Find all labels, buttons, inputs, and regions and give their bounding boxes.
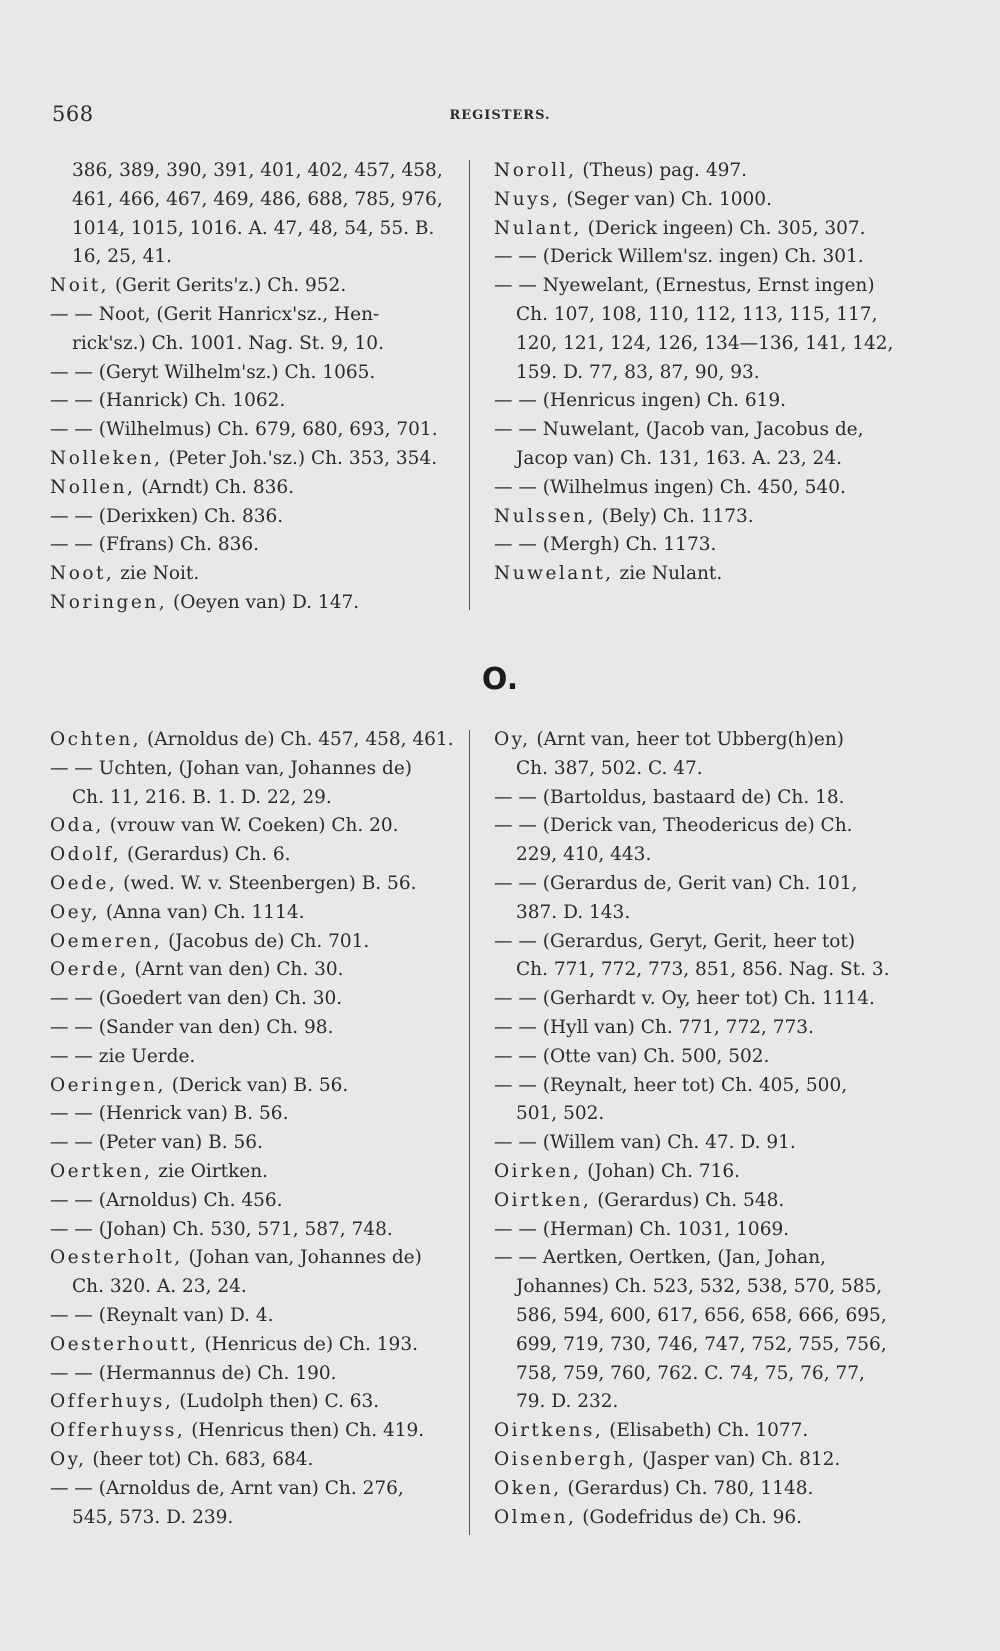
index-line [50, 812, 460, 841]
index-text: (Henricus de) Ch. 193. [198, 1333, 418, 1355]
index-line [494, 1388, 914, 1417]
index-line [494, 157, 914, 186]
index-line [494, 812, 914, 841]
index-line [494, 1043, 914, 1072]
index-text: 461, 466, 467, 469, 486, 688, 785, 976, [72, 188, 443, 210]
index-column-top-left [50, 157, 460, 618]
index-text: (Peter Joh.'sz.) Ch. 353, 354. [162, 447, 438, 469]
index-text: — — (Gerhardt v. Oy, heer tot) Ch. 1114. [494, 988, 875, 1010]
index-text: rick'sz.) Ch. 1001. Nag. St. 9, 10. [72, 332, 384, 354]
index-text: (Arnoldus de) Ch. 457, 458, 461. [141, 729, 454, 750]
index-line [494, 1331, 914, 1360]
index-line [50, 387, 460, 416]
index-column-bottom-right [494, 726, 914, 1532]
index-text: — — (Reynalt van) D. 4. [50, 1304, 274, 1326]
index-line [50, 359, 460, 388]
index-line [50, 956, 460, 985]
index-line [50, 1158, 460, 1187]
index-line [50, 1331, 460, 1360]
index-text: Ch. 11, 216. B. 1. D. 22, 29. [72, 786, 332, 808]
index-line [50, 1475, 460, 1504]
index-text: 120, 121, 124, 126, 134—136, 141, 142, [516, 332, 894, 354]
index-text: (Oeyen van) D. 147. [167, 591, 360, 613]
index-line [50, 1446, 460, 1475]
index-text: (Theus) pag. 497. [576, 160, 748, 181]
index-text: — — (Gerardus de, Gerit van) Ch. 101, [494, 872, 858, 894]
index-line [494, 1273, 914, 1302]
index-line [494, 560, 914, 589]
index-line [50, 1302, 460, 1331]
index-line [50, 1504, 460, 1533]
index-line [494, 956, 914, 985]
index-text: — — (Otte van) Ch. 500, 502. [494, 1045, 770, 1067]
index-line [50, 1244, 460, 1273]
index-line [50, 1187, 460, 1216]
index-text: — — (Johan) Ch. 530, 571, 587, 748. [50, 1218, 393, 1240]
index-text: (Gerit Gerits'z.) Ch. 952. [109, 275, 347, 297]
index-text: (Godefridus de) Ch. 96. [576, 1506, 803, 1528]
index-text: — — (Derixken) Ch. 836. [50, 505, 284, 527]
index-text: (Derick ingeen) Ch. 305, 307. [581, 217, 866, 239]
index-headword: Oesterhoutt, [50, 1333, 199, 1355]
index-line [494, 503, 914, 532]
index-text: 1014, 1015, 1016. A. 47, 48, 54, 55. B. [72, 217, 435, 239]
index-line [50, 272, 460, 301]
index-line [494, 1360, 914, 1389]
index-text: (Gerardus) Ch. 780, 1148. [561, 1477, 814, 1499]
index-text: Johannes) Ch. 523, 532, 538, 570, 585, [516, 1276, 883, 1298]
index-text: (Henricus then) Ch. 419. [185, 1420, 425, 1442]
index-line [494, 416, 914, 445]
index-headword: Noringen, [50, 591, 168, 613]
index-text: — — (Herman) Ch. 1031, 1069. [494, 1218, 790, 1240]
index-text: Ch. 107, 108, 110, 112, 113, 115, 117, [516, 303, 878, 325]
index-text: Ch. 771, 772, 773, 851, 856. Nag. St. 3. [516, 959, 890, 981]
index-headword: Oemeren, [50, 930, 163, 952]
index-line [494, 1216, 914, 1245]
index-line [50, 243, 460, 272]
index-line [50, 1273, 460, 1302]
index-line [494, 301, 914, 330]
index-line [50, 1072, 460, 1101]
index-line [494, 474, 914, 503]
running-head: REGISTERS. [449, 108, 551, 123]
index-line [494, 1129, 914, 1158]
index-headword: Oda, [50, 815, 104, 837]
index-text: — — Nyewelant, (Ernestus, Ernst ingen) [494, 275, 875, 297]
index-line [50, 1129, 460, 1158]
index-headword: Oirken, [494, 1160, 582, 1182]
index-column-top-right [494, 157, 914, 589]
index-text: (wed. W. v. Steenbergen) B. 56. [117, 872, 417, 894]
index-headword: Oeringen, [50, 1074, 166, 1096]
index-text: — — Noot, (Gerit Hanricx'sz., Hen- [50, 303, 380, 325]
index-text: (heer tot) Ch. 683, 684. [86, 1448, 314, 1470]
index-text: — — (Goedert van den) Ch. 30. [50, 988, 343, 1010]
index-column-bottom-left [50, 726, 460, 1532]
index-text: (Seger van) Ch. 1000. [560, 188, 772, 210]
index-text: — — (Hyll van) Ch. 771, 772, 773. [494, 1016, 814, 1038]
index-text: — — Uchten, (Johan van, Johannes de) [50, 757, 413, 779]
index-line [494, 1417, 914, 1446]
index-line [50, 1216, 460, 1245]
index-line [494, 1244, 914, 1273]
index-line [50, 560, 460, 589]
index-text: Jacop van) Ch. 131, 163. A. 23, 24. [516, 447, 842, 469]
index-text: 545, 573. D. 239. [72, 1506, 234, 1528]
index-line [50, 330, 460, 359]
index-text: — — (Hermannus de) Ch. 190. [50, 1362, 337, 1384]
index-line [50, 531, 460, 560]
index-headword: Oey, [50, 901, 100, 923]
index-text: — — (Derick Willem'sz. ingen) Ch. 301. [494, 246, 864, 268]
index-line [494, 1302, 914, 1331]
index-line [50, 784, 460, 813]
index-text: — — (Geryt Wilhelm'sz.) Ch. 1065. [50, 361, 376, 383]
index-text: — — (Arnoldus) Ch. 456. [50, 1189, 283, 1211]
index-text: — — (Henricus ingen) Ch. 619. [494, 390, 787, 412]
index-text: 159. D. 77, 83, 87, 90, 93. [516, 361, 760, 383]
index-text: — — (Mergh) Ch. 1173. [494, 534, 717, 556]
index-text: 699, 719, 730, 746, 747, 752, 755, 756, [516, 1333, 887, 1355]
index-line [494, 870, 914, 899]
index-line [50, 841, 460, 870]
index-headword: Offerhuyss, [50, 1420, 186, 1442]
index-text: — — (Peter van) B. 56. [50, 1132, 263, 1154]
index-text: — — Aertken, Oertken, (Jan, Johan, [494, 1247, 827, 1269]
index-headword: Nulssen, [494, 505, 596, 527]
index-text: — — (Henrick van) B. 56. [50, 1103, 289, 1125]
index-line [50, 1388, 460, 1417]
index-headword: Oirtkens, [494, 1420, 604, 1442]
index-line [494, 841, 914, 870]
index-headword: Oerde, [50, 959, 129, 981]
index-line [494, 985, 914, 1014]
index-line [50, 1360, 460, 1389]
index-text: (Arnt van den) Ch. 30. [128, 959, 344, 981]
index-line [494, 784, 914, 813]
index-text: — — (Wilhelmus) Ch. 679, 680, 693, 701. [50, 419, 438, 441]
index-text: 586, 594, 600, 617, 656, 658, 666, 695, [516, 1304, 887, 1326]
index-line [50, 928, 460, 957]
index-line [50, 726, 460, 755]
index-text: (Anna van) Ch. 1114. [100, 901, 305, 923]
index-headword: Ochten, [50, 729, 142, 750]
index-line [50, 899, 460, 928]
index-text: (Jacobus de) Ch. 701. [162, 930, 370, 952]
index-headword: Nollen, [50, 476, 136, 498]
index-line [50, 474, 460, 503]
index-headword: Nuwelant, [494, 563, 614, 585]
index-line [50, 755, 460, 784]
index-text: (Ludolph then) C. 63. [173, 1391, 380, 1413]
index-text: (vrouw van W. Coeken) Ch. 20. [103, 815, 399, 837]
index-headword: Noit, [50, 275, 110, 297]
index-line [50, 589, 460, 618]
index-line [494, 1014, 914, 1043]
index-headword: Oy, [50, 1448, 87, 1470]
index-line [50, 445, 460, 474]
index-headword: Oesterholt, [50, 1247, 183, 1269]
index-line [494, 330, 914, 359]
index-line [494, 272, 914, 301]
index-text: — — Nuwelant, (Jacob van, Jacobus de, [494, 419, 864, 441]
index-line [50, 1014, 460, 1043]
index-line [494, 899, 914, 928]
index-headword: Noroll, [494, 160, 577, 181]
index-text: zie Oirtken. [152, 1160, 269, 1182]
index-line [494, 1475, 914, 1504]
index-line [50, 503, 460, 532]
index-line [50, 157, 460, 186]
index-headword: Oertken, [50, 1160, 153, 1182]
index-text: (Gerardus) Ch. 548. [591, 1189, 785, 1211]
index-text: 386, 389, 390, 391, 401, 402, 457, 458, [72, 160, 443, 181]
index-line [50, 416, 460, 445]
index-text: — — (Wilhelmus ingen) Ch. 450, 540. [494, 476, 846, 498]
index-line [494, 1100, 914, 1129]
column-divider [469, 730, 470, 1535]
index-text: (Arndt) Ch. 836. [135, 476, 295, 498]
index-text: — — (Sander van den) Ch. 98. [50, 1016, 334, 1038]
index-text: — — (Arnoldus de, Arnt van) Ch. 276, [50, 1477, 404, 1499]
index-text: 501, 502. [516, 1103, 605, 1125]
index-text: (Elisabeth) Ch. 1077. [603, 1420, 809, 1442]
index-line [494, 387, 914, 416]
index-line [494, 359, 914, 388]
index-text: — — (Ffrans) Ch. 836. [50, 534, 260, 556]
index-text: 758, 759, 760, 762. C. 74, 75, 76, 77, [516, 1362, 865, 1384]
index-text: (Bely) Ch. 1173. [595, 505, 754, 527]
index-text: Ch. 320. A. 23, 24. [72, 1276, 247, 1298]
section-letter: O. [481, 662, 519, 697]
index-line [494, 445, 914, 474]
page-number: 568 [52, 102, 94, 126]
index-headword: Oy, [494, 729, 531, 750]
index-line [50, 870, 460, 899]
index-text: (Jasper van) Ch. 812. [636, 1448, 841, 1470]
index-line [50, 1043, 460, 1072]
index-text: zie Noit. [114, 563, 200, 585]
index-line [494, 186, 914, 215]
index-headword: Olmen, [494, 1506, 577, 1528]
index-line [494, 928, 914, 957]
index-headword: Oirtken, [494, 1189, 592, 1211]
index-text: Ch. 387, 502. C. 47. [516, 757, 703, 779]
index-text: — — (Derick van, Theodericus de) Ch. [494, 815, 853, 837]
index-line [50, 186, 460, 215]
index-text: (Derick van) B. 56. [165, 1074, 349, 1096]
index-text: — — (Bartoldus, bastaard de) Ch. 18. [494, 786, 845, 808]
index-line [494, 755, 914, 784]
index-text: — — (Willem van) Ch. 47. D. 91. [494, 1132, 796, 1154]
index-line [50, 985, 460, 1014]
index-text: zie Nulant. [613, 563, 723, 585]
index-text: (Arnt van, heer tot Ubberg(h)en) [530, 729, 844, 750]
index-text: 387. D. 143. [516, 901, 631, 923]
index-text: — — zie Uerde. [50, 1045, 196, 1067]
index-text: (Johan van, Johannes de) [182, 1247, 422, 1269]
index-line [494, 243, 914, 272]
index-headword: Offerhuys, [50, 1391, 174, 1413]
index-text: — — (Reynalt, heer tot) Ch. 405, 500, [494, 1074, 848, 1096]
index-line [494, 531, 914, 560]
index-headword: Nulant, [494, 217, 582, 239]
index-text: (Johan) Ch. 716. [581, 1160, 741, 1182]
index-text: 16, 25, 41. [72, 246, 173, 268]
index-line [50, 1417, 460, 1446]
index-line [494, 1187, 914, 1216]
index-text: — — (Hanrick) Ch. 1062. [50, 390, 286, 412]
index-line [494, 1158, 914, 1187]
index-headword: Oisenbergh, [494, 1448, 637, 1470]
index-line [494, 726, 914, 755]
index-line [494, 1446, 914, 1475]
index-text: 79. D. 232. [516, 1391, 619, 1413]
index-headword: Odolf, [50, 844, 122, 866]
index-line [50, 215, 460, 244]
index-headword: Oede, [50, 872, 118, 894]
index-headword: Nolleken, [50, 447, 163, 469]
index-headword: Nuys, [494, 188, 561, 210]
index-headword: Noot, [50, 563, 115, 585]
index-line [494, 215, 914, 244]
index-line [494, 1072, 914, 1101]
column-divider [469, 160, 470, 610]
index-line [50, 301, 460, 330]
index-headword: Oken, [494, 1477, 562, 1499]
index-text: 229, 410, 443. [516, 844, 652, 866]
index-text: — — (Gerardus, Geryt, Gerit, heer tot) [494, 930, 856, 952]
index-text: (Gerardus) Ch. 6. [121, 844, 291, 866]
index-line [50, 1100, 460, 1129]
index-line [494, 1504, 914, 1533]
